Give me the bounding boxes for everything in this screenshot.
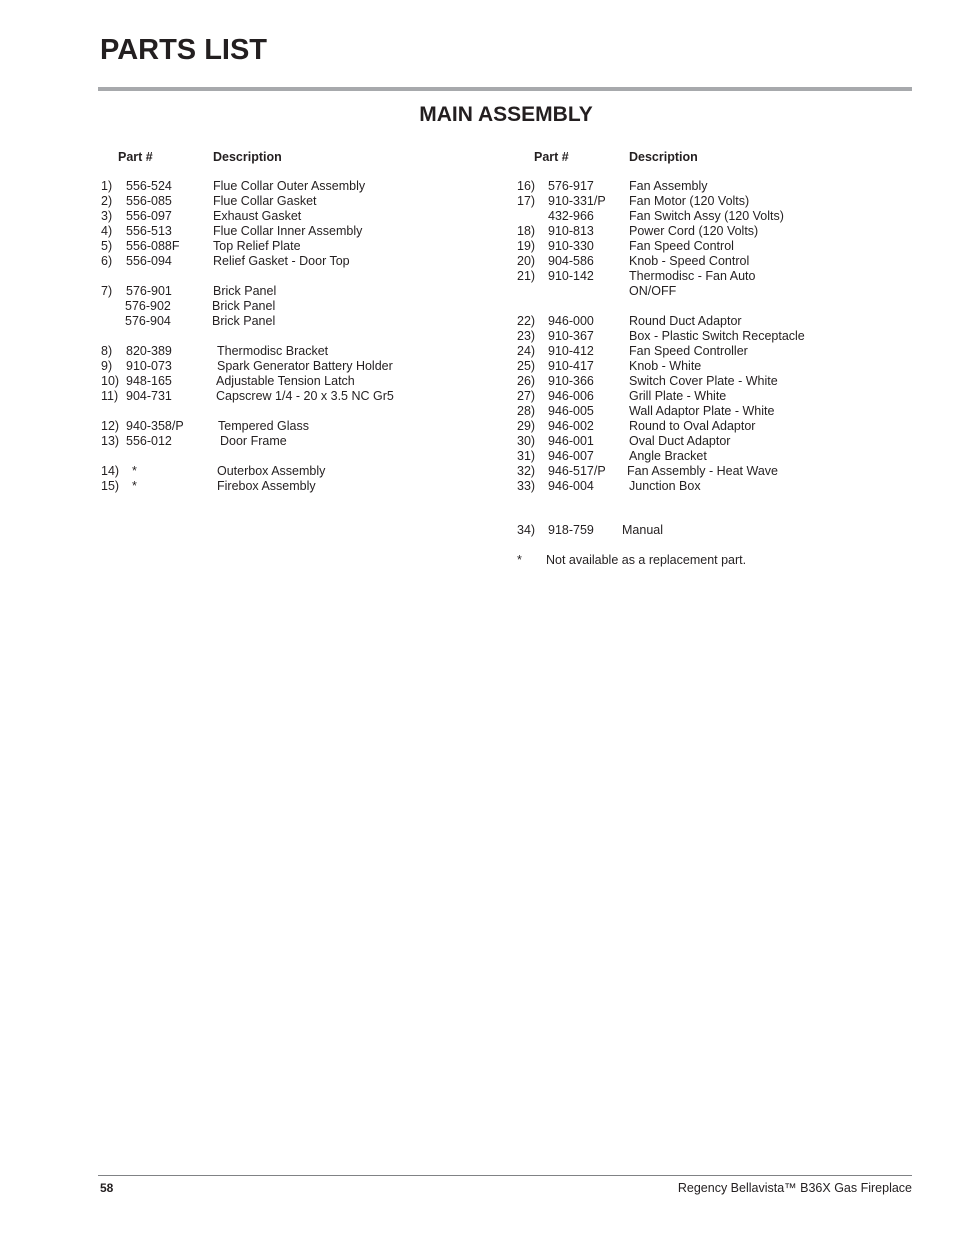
right-description-header: Description <box>629 150 698 164</box>
item-number: 32) <box>517 464 536 478</box>
part-number: 946-004 <box>548 479 594 493</box>
part-description: Box - Plastic Switch Receptacle <box>629 329 805 343</box>
item-number: 31) <box>517 449 536 463</box>
item-number: 15) <box>101 479 120 493</box>
part-description: Manual <box>622 523 663 537</box>
item-number: 17) <box>517 194 536 208</box>
footnote-mark: * <box>517 553 522 567</box>
item-number: 29) <box>517 419 536 433</box>
item-number: 11) <box>101 389 119 403</box>
part-description: Spark Generator Battery Holder <box>217 359 393 373</box>
part-number: 910-367 <box>548 329 594 343</box>
item-number: 19) <box>517 239 536 253</box>
part-number: 910-073 <box>126 359 172 373</box>
item-number: 22) <box>517 314 536 328</box>
part-description: Thermodisc - Fan Auto <box>629 269 756 283</box>
part-description: Exhaust Gasket <box>213 209 302 223</box>
part-description: Relief Gasket - Door Top <box>213 254 350 268</box>
part-number: 910-412 <box>548 344 594 358</box>
part-number: 904-731 <box>126 389 172 403</box>
part-description: Brick Panel <box>212 314 276 328</box>
part-number: 556-097 <box>126 209 172 223</box>
item-number: 21) <box>517 269 536 283</box>
part-number: 946-517/P <box>548 464 606 478</box>
item-number: 6) <box>101 254 113 268</box>
part-number: 904-586 <box>548 254 594 268</box>
footer-divider <box>98 1175 912 1176</box>
part-description: Junction Box <box>629 479 701 493</box>
part-number: 910-142 <box>548 269 594 283</box>
part-number: 946-000 <box>548 314 594 328</box>
part-description: Flue Collar Gasket <box>213 194 317 208</box>
part-number: 576-904 <box>125 314 171 328</box>
part-description: Fan Switch Assy (120 Volts) <box>629 209 784 223</box>
part-description: Fan Assembly - Heat Wave <box>627 464 778 478</box>
part-description: Top Relief Plate <box>213 239 301 253</box>
part-description: Thermodisc Bracket <box>217 344 329 358</box>
page-number: 58 <box>100 1181 114 1195</box>
item-number: 10) <box>101 374 120 388</box>
title-divider <box>98 87 912 91</box>
item-number: 2) <box>101 194 113 208</box>
part-number: 432-966 <box>548 209 594 223</box>
item-number: 3) <box>101 209 113 223</box>
part-description: Firebox Assembly <box>217 479 316 493</box>
part-description: ON/OFF <box>629 284 677 298</box>
part-description: Door Frame <box>220 434 287 448</box>
item-number: 20) <box>517 254 536 268</box>
right-part-header: Part # <box>534 150 569 164</box>
item-number: 16) <box>517 179 536 193</box>
part-number: 556-513 <box>126 224 172 238</box>
item-number: 30) <box>517 434 536 448</box>
part-description: Power Cord (120 Volts) <box>629 224 759 238</box>
item-number: 26) <box>517 374 536 388</box>
item-number: 33) <box>517 479 536 493</box>
part-number: 556-094 <box>126 254 172 268</box>
part-number: 946-007 <box>548 449 594 463</box>
item-number: 7) <box>101 284 113 298</box>
part-description: Fan Assembly <box>629 179 708 193</box>
part-description: Oval Duct Adaptor <box>629 434 731 448</box>
part-number: 576-902 <box>125 299 171 313</box>
footnote-text: Not available as a replacement part. <box>546 553 747 567</box>
part-description: Round to Oval Adaptor <box>629 419 756 433</box>
part-description: Outerbox Assembly <box>217 464 326 478</box>
item-number: 5) <box>101 239 113 253</box>
part-description: Adjustable Tension Latch <box>216 374 355 388</box>
item-number: 24) <box>517 344 536 358</box>
part-description: Round Duct Adaptor <box>629 314 742 328</box>
part-number: 910-366 <box>548 374 594 388</box>
part-number: * <box>132 479 137 493</box>
part-number: 946-005 <box>548 404 594 418</box>
part-number: 910-417 <box>548 359 594 373</box>
item-number: 34) <box>517 523 536 537</box>
item-number: 25) <box>517 359 536 373</box>
item-number: 4) <box>101 224 113 238</box>
part-description: Brick Panel <box>213 284 277 298</box>
part-number: 556-088F <box>126 239 180 253</box>
part-description: Switch Cover Plate - White <box>629 374 778 388</box>
item-number: 14) <box>101 464 120 478</box>
part-description: Fan Speed Control <box>629 239 734 253</box>
left-description-header: Description <box>213 150 282 164</box>
part-description: Knob - White <box>629 359 702 373</box>
part-description: Knob - Speed Control <box>629 254 750 268</box>
part-description: Wall Adaptor Plate - White <box>629 404 775 418</box>
part-description: Fan Motor (120 Volts) <box>629 194 750 208</box>
document-title: Regency Bellavista™ B36X Gas Fireplace <box>677 1181 912 1195</box>
part-number: 940-358/P <box>126 419 184 433</box>
item-number: 8) <box>101 344 113 358</box>
part-number: 556-012 <box>126 434 172 448</box>
part-description: Flue Collar Inner Assembly <box>213 224 363 238</box>
part-description: Tempered Glass <box>218 419 310 433</box>
part-number: 910-813 <box>548 224 594 238</box>
part-number: 946-006 <box>548 389 594 403</box>
part-number: 918-759 <box>548 523 594 537</box>
part-number: 946-001 <box>548 434 594 448</box>
item-number: 28) <box>517 404 536 418</box>
part-description: Brick Panel <box>212 299 276 313</box>
item-number: 27) <box>517 389 536 403</box>
part-description: Fan Speed Controller <box>629 344 748 358</box>
part-number: 556-085 <box>126 194 172 208</box>
part-number: 948-165 <box>126 374 172 388</box>
item-number: 12) <box>101 419 120 433</box>
part-number: 556-524 <box>126 179 172 193</box>
part-number: 576-917 <box>548 179 594 193</box>
part-description: Grill Plate - White <box>629 389 727 403</box>
part-number: 910-331/P <box>548 194 606 208</box>
part-description: Flue Collar Outer Assembly <box>213 179 366 193</box>
part-description: Capscrew 1/4 - 20 x 3.5 NC Gr5 <box>216 389 394 403</box>
page-title: PARTS LIST <box>100 34 268 66</box>
item-number: 23) <box>517 329 536 343</box>
part-number: 910-330 <box>548 239 594 253</box>
item-number: 9) <box>101 359 113 373</box>
part-number: 576-901 <box>126 284 172 298</box>
item-number: 13) <box>101 434 120 448</box>
left-part-header: Part # <box>118 150 153 164</box>
part-number: 820-389 <box>126 344 172 358</box>
part-description: Angle Bracket <box>629 449 707 463</box>
part-number: * <box>132 464 137 478</box>
item-number: 18) <box>517 224 536 238</box>
part-number: 946-002 <box>548 419 594 433</box>
section-title: MAIN ASSEMBLY <box>419 103 593 126</box>
item-number: 1) <box>101 179 113 193</box>
